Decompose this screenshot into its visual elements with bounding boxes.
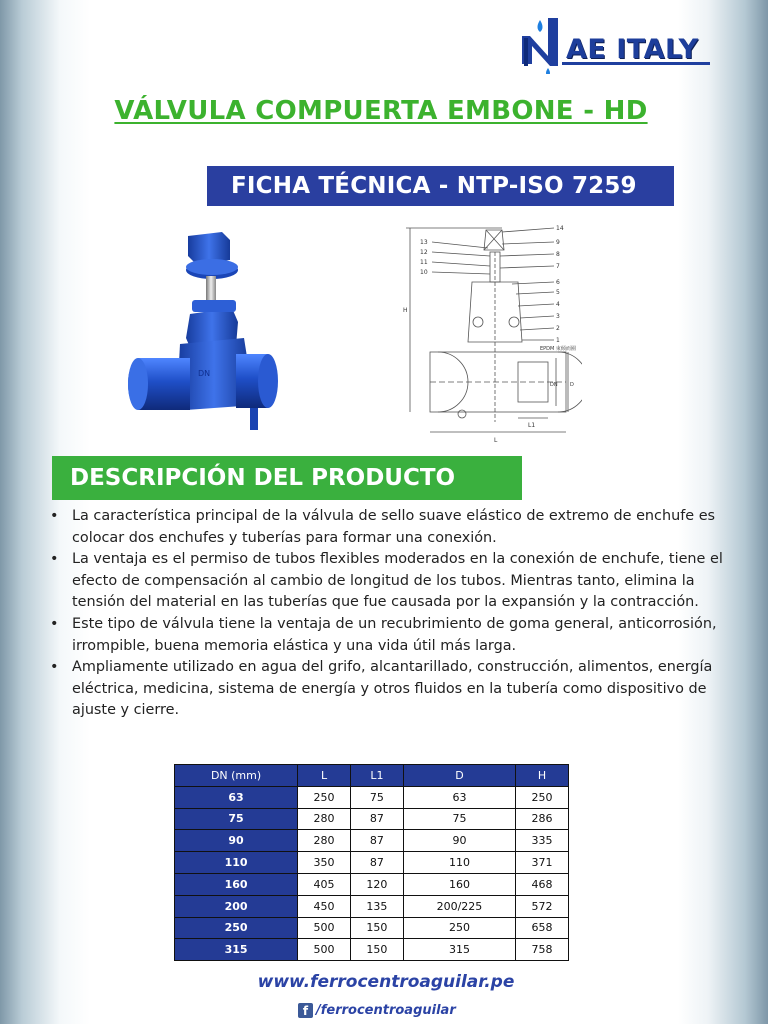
- callout-7: 7: [556, 263, 560, 270]
- epdm-label: EPDM 束倾而圈: [540, 346, 576, 352]
- cell-d: 63: [403, 786, 515, 808]
- cell-d: 250: [403, 917, 515, 939]
- facebook-handle: /ferrocentroaguilar: [316, 1002, 456, 1018]
- cell-l1: 87: [350, 852, 403, 874]
- header-h: H: [516, 765, 569, 787]
- table-row: [175, 939, 569, 961]
- table-row: [175, 873, 569, 895]
- cell-d: 75: [403, 808, 515, 830]
- cell-l1: 150: [350, 939, 403, 961]
- table-row: [175, 917, 569, 939]
- cell-dn: 63: [175, 786, 298, 808]
- cell-l: 280: [298, 808, 351, 830]
- facebook-link[interactable]: [298, 1001, 456, 1019]
- ficha-tecnica-banner: FICHA TÉCNICA - NTP-ISO 7259: [207, 166, 674, 206]
- cell-l1: 87: [350, 808, 403, 830]
- cell-l: 405: [298, 873, 351, 895]
- callout-8: 8: [556, 251, 560, 258]
- cell-h: 250: [516, 786, 569, 808]
- callout-9: 9: [556, 239, 560, 246]
- callout-1: 1: [556, 337, 560, 344]
- dim-h-label: H: [403, 307, 408, 314]
- description-item: • La característica principal de la válvula de sello suave elástico de extremo de enchufe es colocar dos enchufes y tuberías para formar una conexión.: [46, 506, 726, 549]
- cell-l: 500: [298, 917, 351, 939]
- callout-3: 3: [556, 313, 560, 320]
- cell-d: 90: [403, 830, 515, 852]
- callout-6: 6: [556, 279, 560, 286]
- cell-d: 160: [403, 873, 515, 895]
- header-d: D: [403, 765, 515, 787]
- cell-l1: 120: [350, 873, 403, 895]
- description-list: [46, 506, 726, 722]
- cell-h: 371: [516, 852, 569, 874]
- table-row: [175, 808, 569, 830]
- cell-dn: 250: [175, 917, 298, 939]
- facebook-icon: f: [298, 1003, 313, 1018]
- header-dn: DN (mm): [175, 765, 298, 787]
- cell-l1: 150: [350, 917, 403, 939]
- header-l: L: [298, 765, 351, 787]
- cell-l: 280: [298, 830, 351, 852]
- cell-dn: 110: [175, 852, 298, 874]
- callout-14: 14: [556, 225, 564, 232]
- callout-10: 10: [420, 269, 428, 276]
- dim-dn-label: DN: [550, 382, 558, 388]
- cell-h: 572: [516, 895, 569, 917]
- dim-l-label: L: [494, 437, 498, 444]
- cell-h: 658: [516, 917, 569, 939]
- brand-logo: [518, 12, 714, 74]
- valve-product-image: [120, 226, 280, 438]
- brand-logo-text: AE ITALY: [566, 34, 699, 65]
- description-item: • Este tipo de válvula tiene la ventaja de un recubrimiento de goma general, anticorrosión, irrompible, buena memoria elástica y una vida útil más larga.: [46, 614, 726, 657]
- callout-13: 13: [420, 239, 428, 246]
- callout-5: 5: [556, 289, 560, 296]
- website-link[interactable]: www.ferrocentroaguilar.pe: [257, 972, 515, 992]
- cell-d: 315: [403, 939, 515, 961]
- cell-d: 110: [403, 852, 515, 874]
- page-title: VÁLVULA COMPUERTA EMBONE - HD: [114, 96, 648, 126]
- cell-dn: 315: [175, 939, 298, 961]
- description-heading: DESCRIPCIÓN DEL PRODUCTO: [52, 456, 522, 500]
- callout-12: 12: [420, 249, 428, 256]
- cell-h: 286: [516, 808, 569, 830]
- cell-h: 468: [516, 873, 569, 895]
- valve-technical-drawing: [402, 222, 582, 446]
- table-row: [175, 895, 569, 917]
- dim-l1-label: L1: [528, 422, 536, 429]
- cell-l: 450: [298, 895, 351, 917]
- header-l1: L1: [350, 765, 403, 787]
- callout-2: 2: [556, 325, 560, 332]
- cell-d: 200/225: [403, 895, 515, 917]
- cell-l1: 135: [350, 895, 403, 917]
- cell-dn: 90: [175, 830, 298, 852]
- callout-11: 11: [420, 259, 428, 266]
- dim-d-label: D: [570, 382, 574, 388]
- cell-l: 350: [298, 852, 351, 874]
- cell-l: 250: [298, 786, 351, 808]
- table-header-row: [175, 765, 569, 787]
- callout-4: 4: [556, 301, 560, 308]
- cell-dn: 160: [175, 873, 298, 895]
- cell-l1: 87: [350, 830, 403, 852]
- table-row: [175, 830, 569, 852]
- cell-l1: 75: [350, 786, 403, 808]
- svg-text:DN: DN: [198, 369, 211, 378]
- description-item: • La ventaja es el permiso de tubos flexibles moderados en la conexión de enchufe, tiene el efecto de compensación al cambio de longitud de los tubos. Mientras tanto, elimina la tensión del material en las tuberías que fue causada por la expansión y la contracción.: [46, 549, 726, 614]
- table-row: [175, 852, 569, 874]
- cell-h: 758: [516, 939, 569, 961]
- specs-table: [174, 764, 569, 961]
- cell-dn: 75: [175, 808, 298, 830]
- cell-h: 335: [516, 830, 569, 852]
- description-item: • Ampliamente utilizado en agua del grifo, alcantarillado, construcción, alimentos, energía eléctrica, medicina, sistema de energía y otros fluidos en la tubería como dispositivo de ajuste y cierre.: [46, 657, 726, 722]
- cell-l: 500: [298, 939, 351, 961]
- table-row: [175, 786, 569, 808]
- cell-dn: 200: [175, 895, 298, 917]
